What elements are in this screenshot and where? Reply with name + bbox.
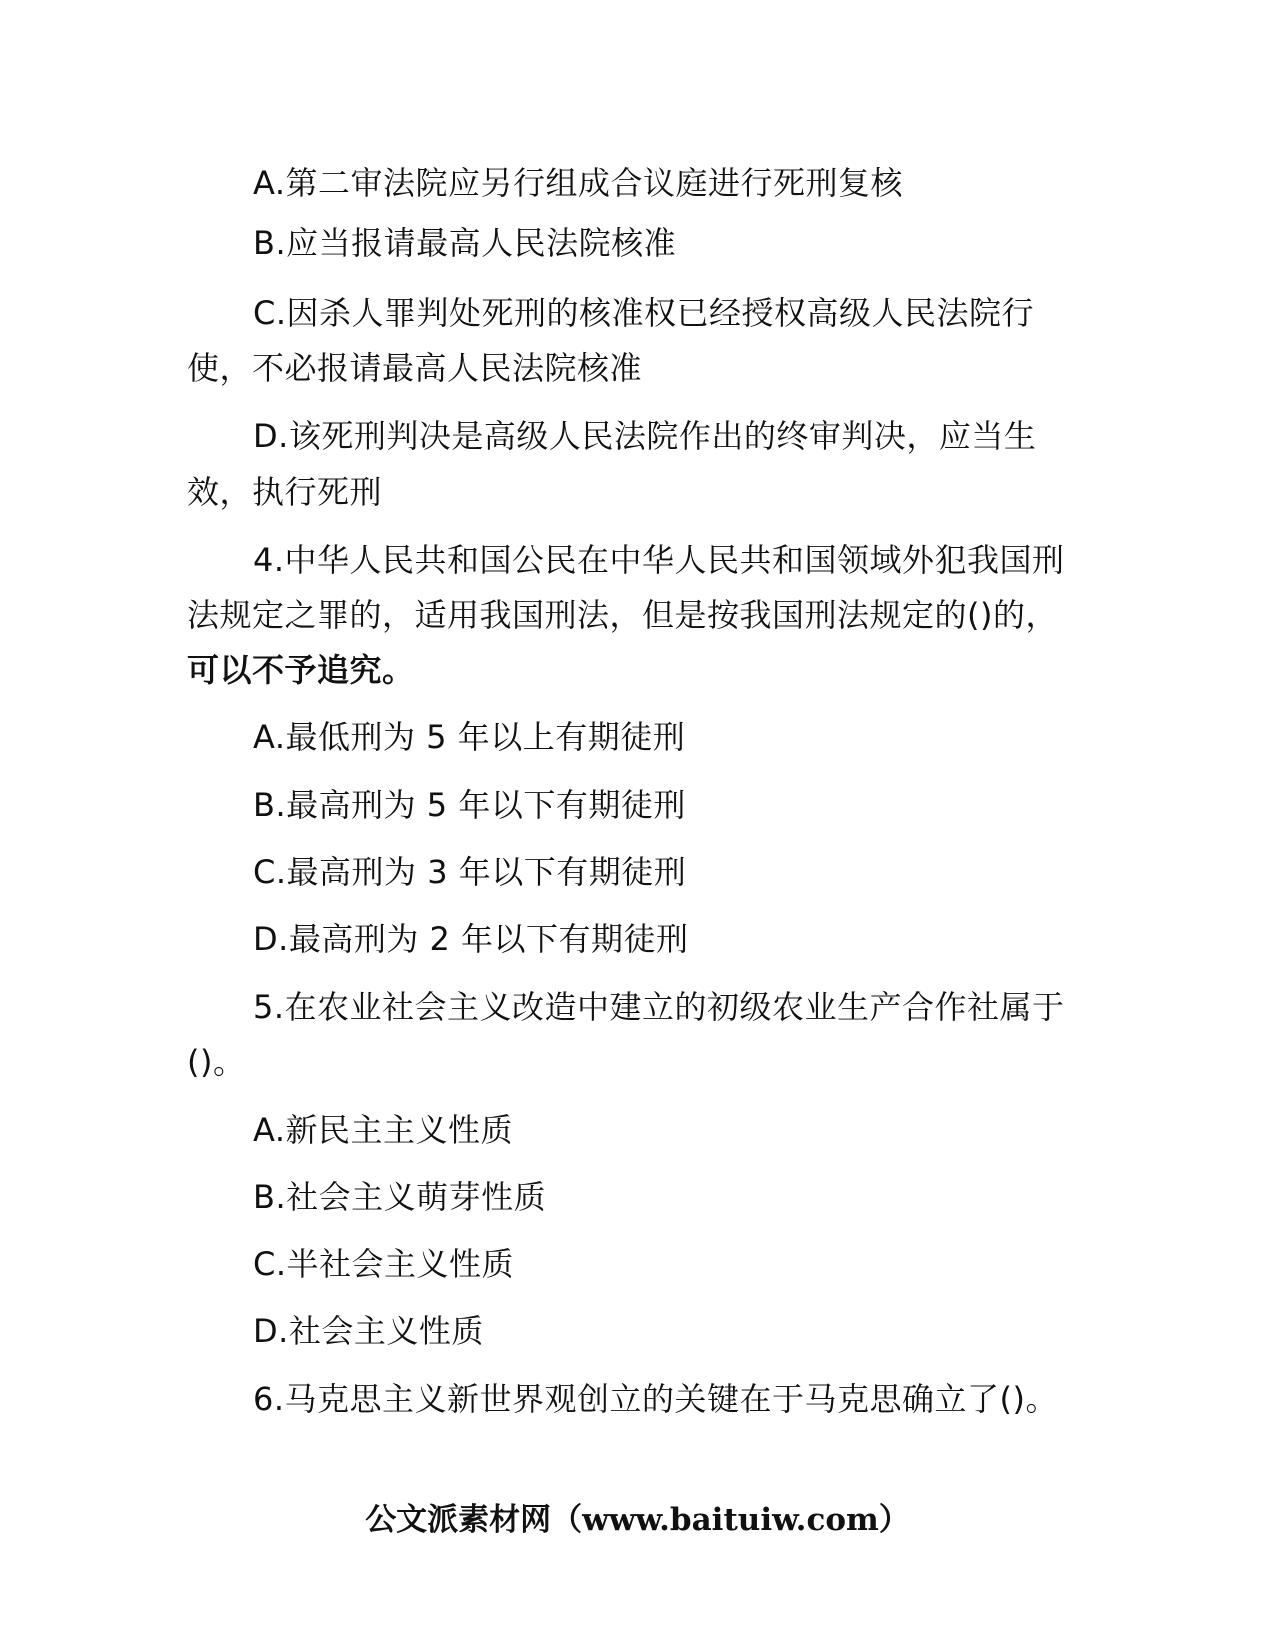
option-c-q4: C.最高刑为 3 年以下有期徒刑 [253,853,687,891]
option-b-q5: B.社会主义萌芽性质 [253,1178,547,1216]
option-c-q5: C.半社会主义性质 [253,1245,515,1283]
question-6: 6.马克思主义新世界观创立的关键在于马克思确立了()。 [253,1380,1059,1418]
option-c-q3-line2: 使，不必报请最高人民法院核准 [187,349,643,387]
option-d-q4: D.最高刑为 2 年以下有期徒刑 [253,920,689,958]
question-5-line2: ()。 [187,1043,246,1081]
question-5-line1: 5.在农业社会主义改造中建立的初级农业生产合作社属于 [253,988,1065,1026]
option-d-q5: D.社会主义性质 [253,1312,484,1350]
option-d-q3-line1: D.该死刑判决是高级人民法院作出的终审判决，应当生 [253,417,1037,455]
option-a-q5: A.新民主主义性质 [253,1111,514,1149]
question-4-line1: 4.中华人民共和国公民在中华人民共和国领域外犯我国刑 [253,541,1065,579]
option-d-q3-line2: 效，执行死刑 [187,473,383,511]
option-b-q4: B.最高刑为 5 年以下有期徒刑 [253,786,686,824]
question-4-line3: 可以不予追究。 [187,651,415,689]
option-a-q4: A.最低刑为 5 年以上有期徒刑 [253,718,686,756]
page-footer: 公文派素材网（www.baituiw.com） [365,1502,910,1538]
question-4-line2: 法规定之罪的，适用我国刑法，但是按我国刑法规定的()的， [187,596,1058,634]
option-b-q3: B.应当报请最高人民法院核准 [253,224,677,262]
option-c-q3-line1: C.因杀人罪判处死刑的核准权已经授权高级人民法院行 [253,294,1035,332]
option-a-q3: A.第二审法院应另行组成合议庭进行死刑复核 [253,164,904,202]
